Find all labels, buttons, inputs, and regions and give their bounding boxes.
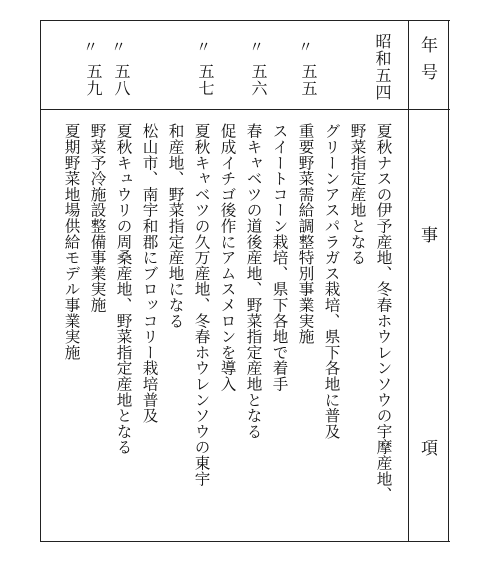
event-line-3-1: 春キャベツの道後産地、野菜指定産地となる (244, 123, 263, 439)
header-year-char-2: 号 (417, 63, 437, 90)
header-event-2 (418, 439, 435, 456)
header-event-char-2: 項 (417, 439, 437, 456)
header-year-char-1: 年 (417, 36, 437, 63)
event-line-2-1: スイートコーン栽培、県下各地で着手 (270, 123, 289, 392)
year-cell-3: 五六 (249, 63, 268, 97)
table-right-border (448, 21, 449, 541)
ditto-mark-5: 〃 (109, 39, 127, 54)
event-line-5-1: 松山市、南宇和郡にブロッコリー栽培普及 (140, 123, 159, 424)
ditto-mark-2: 〃 (296, 39, 314, 54)
event-line-1-3: グリーンアスパラガス栽培、県下各地に普及 (322, 123, 341, 439)
ditto-mark-3: 〃 (247, 39, 265, 54)
header-divider (408, 21, 409, 541)
event-line-1-2: 野菜指定産地となる (348, 123, 367, 266)
event-line-6-2: 夏期野菜地場供給モデル事業実施 (62, 123, 81, 360)
event-line-1-1: 夏秋ナスの伊予産地、冬春ホウレンソウの宇摩産地、 (374, 123, 393, 503)
event-line-3-2: 促成イチゴ後作にアムスメロンを導入 (218, 123, 237, 392)
event-line-4-2: 和産地、野菜指定産地になる (166, 123, 185, 329)
table-left-border (40, 21, 41, 541)
ditto-mark-6: 〃 (81, 39, 99, 54)
event-line-1-4: 重要野菜需給調整特別事業実施 (296, 123, 315, 345)
year-cell-1: 昭和五四 (373, 33, 392, 101)
header-event-1 (418, 226, 435, 243)
year-cell-5: 五八 (112, 63, 131, 97)
header-year (418, 36, 435, 90)
year-event-divider (40, 109, 450, 110)
event-line-4-1: 夏秋キャベツの久万産地、冬春ホウレンソウの東宇 (192, 123, 211, 487)
ditto-mark-4: 〃 (194, 39, 212, 54)
year-cell-6: 五九 (84, 63, 103, 97)
year-cell-4: 五七 (196, 63, 215, 97)
event-line-6-1: 野菜予冷施設整備事業実施 (88, 123, 107, 313)
event-line-5-2: 夏秋キュウリの周桑産地、野菜指定産地となる (114, 123, 133, 455)
chronology-table (40, 20, 450, 542)
header-event-char-1: 事 (417, 226, 437, 243)
year-cell-2: 五五 (299, 63, 318, 97)
